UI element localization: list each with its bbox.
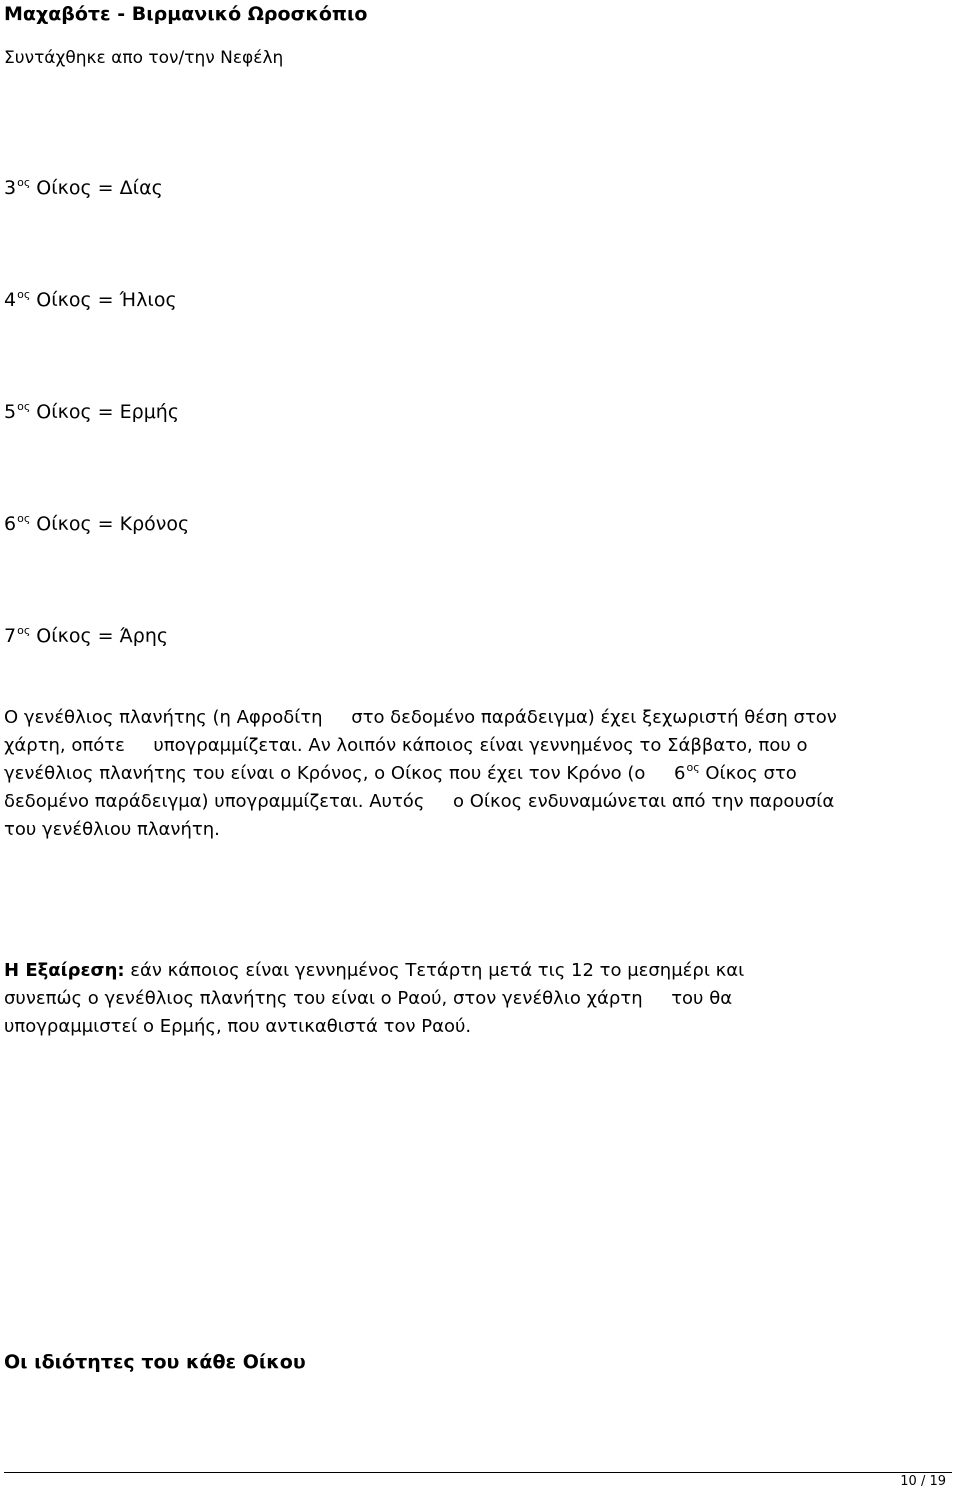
house-line-4	[4, 287, 177, 313]
house-number: 3	[4, 177, 17, 199]
footer-divider	[4, 1472, 952, 1473]
page-number: 10 / 19	[900, 1474, 946, 1489]
paragraph-line	[4, 957, 956, 985]
house-line-7	[4, 623, 168, 649]
house-line-5	[4, 399, 179, 425]
paragraph-text: Οίκος στο	[699, 763, 797, 784]
house-ordinal-suffix: ος	[17, 624, 31, 637]
house-text: Οίκος = Ήλιος	[36, 289, 177, 311]
house-text: Οίκος = Κρόνος	[36, 513, 190, 535]
house-number: 5	[4, 401, 17, 423]
paragraph-line: του γενέθλιου πλανήτη.	[4, 819, 220, 840]
house-ordinal-suffix: ος	[17, 512, 31, 525]
house-ordinal-suffix: ος	[17, 176, 31, 189]
house-line-6	[4, 511, 189, 537]
house-text: Οίκος = Δίας	[36, 177, 163, 199]
exception-label: Η Εξαίρεση:	[4, 960, 125, 981]
exception-paragraph	[4, 957, 956, 1041]
document-title: Μαχαβότε - Βιρμανικό Ωροσκόπιο	[4, 3, 368, 25]
paragraph-line: Ο γενέθλιος πλανήτης (η Αφροδίτη στο δεδομένο παράδειγμα) έχει ξεχωριστή θέση στον	[4, 707, 837, 728]
house-ordinal-suffix: ος	[17, 288, 31, 301]
house-number: 4	[4, 289, 17, 311]
paragraph-line: συνεπώς ο γενέθλιος πλανήτης του είναι ο Ραού, στον γενέθλιο χάρτη του θα	[4, 988, 733, 1009]
paragraph-line: υπογραμμιστεί ο Ερμής, που αντικαθιστά τον Ραού.	[4, 1016, 472, 1037]
house-ordinal-suffix: ος	[17, 400, 31, 413]
house-number: 7	[4, 625, 17, 647]
paragraph-line: χάρτη, οπότε υπογραμμίζεται. Αν λοιπόν κάποιος είναι γεννημένος το Σάββατο, που ο	[4, 735, 808, 756]
house-text: Οίκος = Άρης	[36, 625, 169, 647]
birth-planet-paragraph	[4, 704, 956, 844]
house-text: Οίκος = Ερμής	[36, 401, 179, 423]
house-ordinal-suffix: ος	[686, 761, 700, 774]
paragraph-line: δεδομένο παράδειγμα) υπογραμμίζεται. Αυτός ο Οίκος ενδυναμώνεται από την παρουσία	[4, 791, 835, 812]
house-number: 6	[4, 513, 17, 535]
house-line-3	[4, 175, 163, 201]
paragraph-text: εάν κάποιος είναι γεννημένος Τετάρτη μετά τις 12 το μεσημέρι και	[124, 960, 745, 981]
paragraph-line	[4, 760, 956, 788]
document-author: Συντάχθηκε απο τον/την Νεφέλη	[4, 48, 284, 68]
section-heading: Οι ιδιότητες του κάθε Οίκου	[4, 1351, 306, 1373]
paragraph-text: γενέθλιος πλανήτης του είναι ο Κρόνος, ο Οίκος που έχει τον Κρόνο (ο 6	[4, 763, 686, 784]
